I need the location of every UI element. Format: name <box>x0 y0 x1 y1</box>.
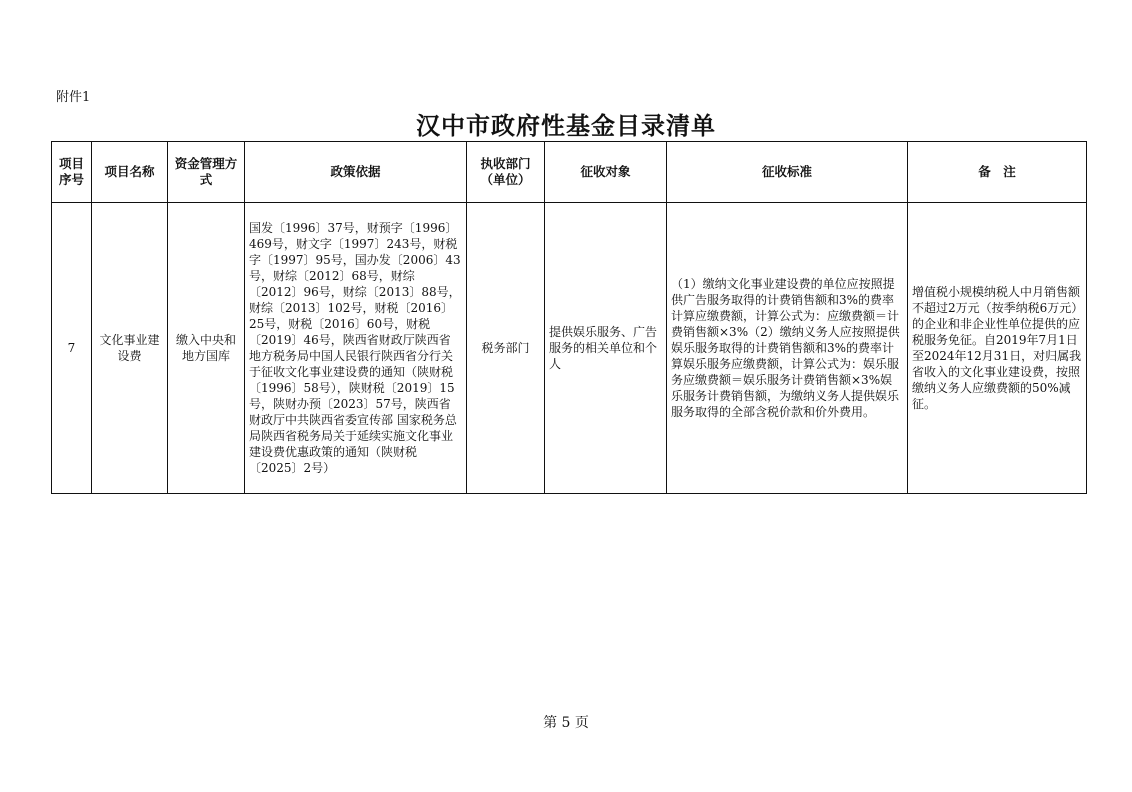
cell-standard: （1）缴纳文化事业建设费的单位应按照提供广告服务取得的计费销售额和3%的费率计算应缴费额，计算公式为：应缴费额＝计费销售额×3%（2）缴纳义务人应按照提供娱乐服务取得的计费销售额和3%的费率计算娱乐服务应缴费额，计算公式为：娱乐服务应缴费额＝娱乐服务计费销售额×3%娱乐服务计费销售额，为缴纳义务人提供娱乐服务取得的全部含税价款和价外费用。 <box>667 203 908 494</box>
header-target: 征收对象 <box>545 142 667 203</box>
attachment-label: 附件1 <box>56 90 91 105</box>
table-header-row <box>52 142 1087 203</box>
header-department: 执收部门（单位） <box>467 142 545 203</box>
cell-remarks: 增值税小规模纳税人中月销售额不超过2万元（按季纳税6万元）的企业和非企业性单位提供的应税服务免征。自2019年7月1日至2024年12月31日，对归属我省收入的文化事业建设费，按照缴纳义务人应缴费额的50%减征。 <box>908 203 1087 494</box>
header-fund-management: 资金管理方式 <box>168 142 245 203</box>
cell-fund-management: 缴入中央和地方国库 <box>168 203 245 494</box>
cell-seq: 7 <box>52 203 92 494</box>
table-row <box>52 203 1087 494</box>
fund-catalog-table <box>51 141 1087 494</box>
header-policy-basis: 政策依据 <box>245 142 467 203</box>
header-seq: 项目序号 <box>52 142 92 203</box>
header-standard: 征收标准 <box>667 142 908 203</box>
document-title: 汉中市政府性基金目录清单 <box>416 111 716 140</box>
cell-name: 文化事业建设费 <box>92 203 168 494</box>
page-number: 第 5 页 <box>543 715 589 731</box>
header-name: 项目名称 <box>92 142 168 203</box>
cell-department: 税务部门 <box>467 203 545 494</box>
cell-policy-basis: 国发〔1996〕37号，财预字〔1996〕469号，财文字〔1997〕243号，财税字〔1997〕95号，国办发〔2006〕43号，财综〔2012〕68号，财综〔2012〕96号，财综〔2013〕88号，财综〔2013〕102号，财税〔2016〕25号，财税〔2016〕60号，财税〔2019〕46号，陕西省财政厅陕西省地方税务局中国人民银行陕西省分行关于征收文化事业建设费的通知（陕财税〔1996〕58号），陕财税〔2019〕15号，陕财办预〔2023〕57号，陕西省财政厅中共陕西省委宣传部 国家税务总局陕西省税务局关于延续实施文化事业建设费优惠政策的通知（陕财税〔2025〕2号） <box>245 203 467 494</box>
cell-target: 提供娱乐服务、广告服务的相关单位和个人 <box>545 203 667 494</box>
header-remarks: 备 注 <box>908 142 1087 203</box>
